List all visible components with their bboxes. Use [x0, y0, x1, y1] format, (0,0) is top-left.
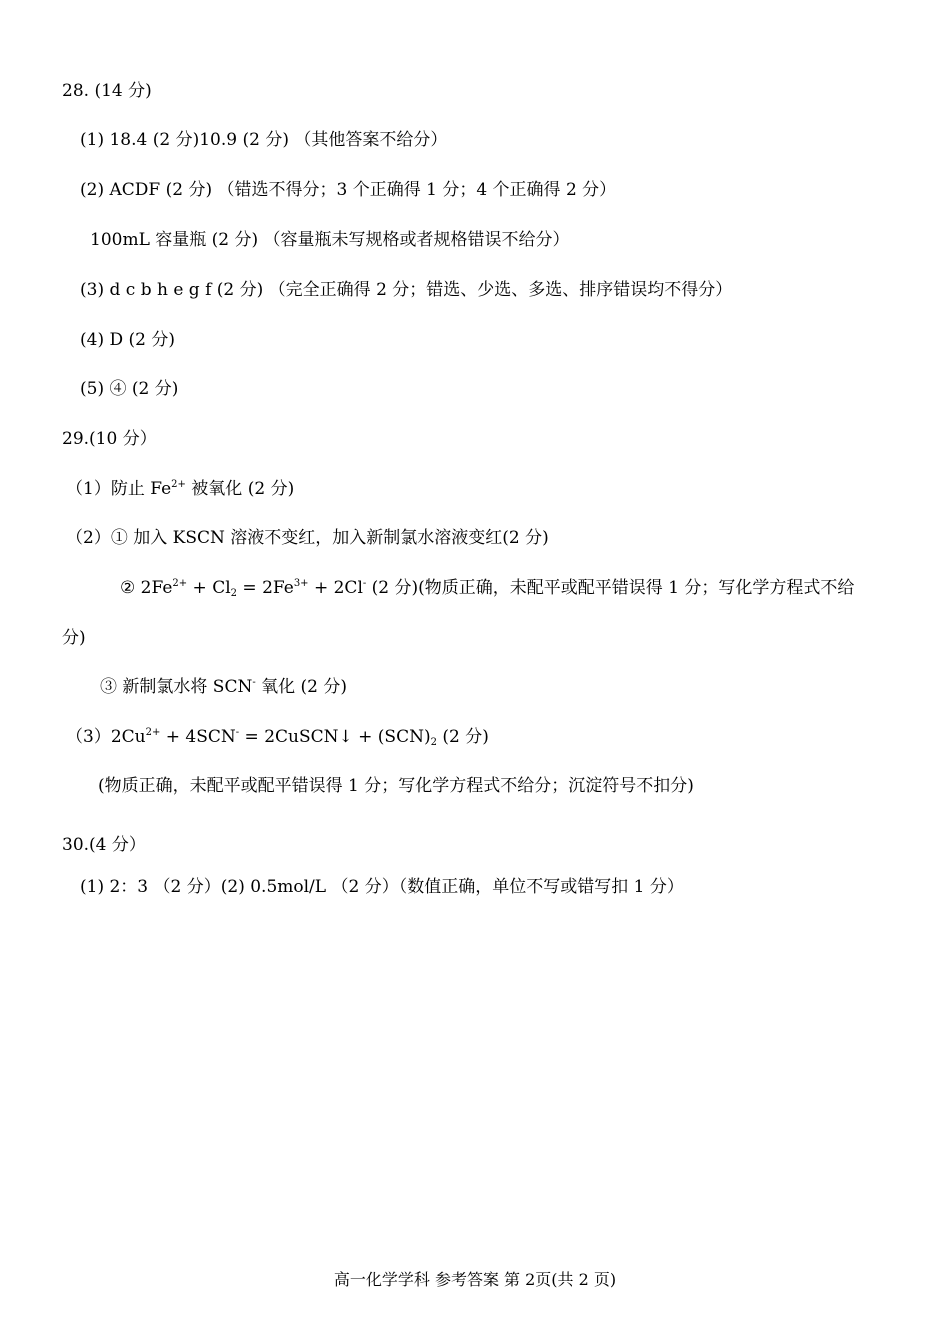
eq-text-d: + 2Cl — [308, 578, 363, 598]
q29-part3 — [66, 725, 489, 749]
q29-part3-note: (物质正确，未配平或配平错误得 1 分；写化学方程式不给分；沉淀符号不扣分) — [98, 776, 694, 796]
q28-part1 — [80, 128, 447, 152]
q28-title: 28. (14 分) — [62, 81, 152, 101]
eq-charge-fe2: 2+ — [172, 578, 188, 589]
q28-part2: (2) ACDF (2 分) （错选不得分；3 个正确得 1 分；4 个正确得 2 分） — [80, 180, 617, 200]
eq-text-b: + Cl — [187, 578, 231, 598]
q29-part2-continuation: 分) — [62, 628, 86, 648]
eq-charge-fe3: 3+ — [293, 578, 309, 589]
q30-part1 — [80, 875, 684, 899]
page-footer: 高一化学学科 参考答案 第 2页(共 2 页) — [333, 1270, 617, 1289]
q29-part1-charge: 2+ — [171, 479, 186, 490]
q29-part3-text-b: + 4SCN — [160, 727, 236, 747]
q29-part2-item3 — [100, 675, 347, 699]
eq-text-e: (2 分)(物质正确，未配平或配平错误得 1 分；写化学方程式不给 — [366, 578, 855, 598]
q29-item3-text-a: ③ 新制氯水将 SCN — [100, 677, 253, 697]
q29-part3-sub: 2 — [430, 737, 437, 748]
q29-part2: （2）① 加入 KSCN 溶液不变红，加入新制氯水溶液变红(2 分) — [66, 528, 549, 548]
q29-part3-text-d: (2 分) — [436, 727, 489, 747]
q29-item3-charge: - — [252, 677, 256, 688]
q29-item3-text-b: 氧化 (2 分) — [255, 677, 348, 697]
eq-charge-cl: - — [362, 578, 367, 589]
q29-part3-text-c: = 2CuSCN↓ + (SCN) — [239, 727, 431, 747]
q29-part2-equation — [120, 576, 854, 600]
q28-part5: (5) ④ (2 分) — [80, 379, 179, 399]
eq-text-a: ② 2Fe — [120, 578, 173, 598]
q29-part3-charge-cu: 2+ — [145, 727, 161, 738]
q28-part4: (4) D (2 分) — [80, 330, 176, 350]
q29-part3-charge-scn: - — [235, 727, 240, 738]
q28-part1-answer-b: 10.9 (2 分) （其他答案不给分） — [199, 130, 448, 150]
q28-part2-flask: 100mL 容量瓶 (2 分) （容量瓶未写规格或者规格错误不给分） — [90, 230, 570, 250]
q29-part3-text-a: （3）2Cu — [66, 727, 146, 747]
q30-title: 30.(4 分） — [62, 835, 146, 855]
q29-part1-text-a: （1）防止 Fe — [66, 479, 172, 499]
q28-part3: (3) d c b h e g f (2 分) （完全正确得 2 分；错选、少选、多选、排序错误均不得分） — [80, 280, 733, 300]
q29-part1 — [66, 477, 294, 501]
q29-title: 29.(10 分） — [62, 429, 157, 449]
eq-sub-cl2: 2 — [230, 588, 238, 599]
q30-answer-a: (1) 2：3 （2 分） — [80, 877, 221, 897]
q29-part1-text-b: 被氧化 (2 分) — [185, 479, 295, 499]
eq-text-c: = 2Fe — [237, 578, 294, 598]
q28-part1-answer-a: (1) 18.4 (2 分) — [80, 130, 200, 150]
q30-answer-b: (2) 0.5mol/L （2 分）（数值正确，单位不写或错写扣 1 分） — [220, 877, 684, 897]
